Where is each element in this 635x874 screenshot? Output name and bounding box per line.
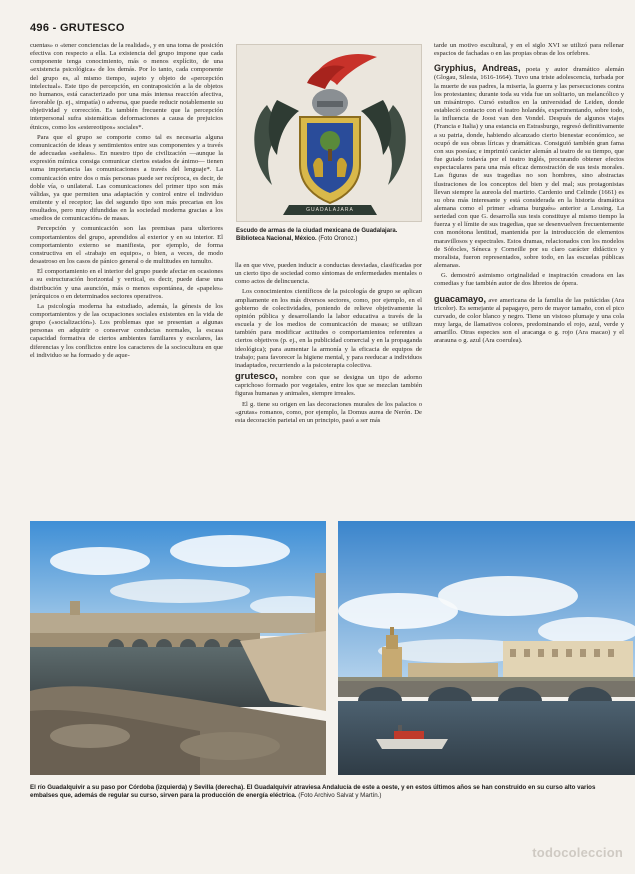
photo-sevilla <box>338 521 635 775</box>
header-separator: - <box>52 22 57 34</box>
page-header <box>30 22 125 34</box>
entry-text: poeta y autor dramático alemán (Glogau, Silesia, 1616-1664). Tuvo una triste adolescencia, turbada por la muerte de sus padres, la miseria, la guerra y las persecuciones contra los protestantes; durante toda su vida fue un solitario, un melancólico y un misántropo. Cursó estudios en la universidad de Leiden, donde estableció contacto con el teatro holandés, experimentando, sobre todo, la influencia de Joost van den Vondel. Después de algunos viajes (Francia e Italia) y una estancia en Estrasburgo, regresó definitivamente a su patria, donde, habiendo alcanzado cierto bienestar económico, se ocupó de sus obras líricas y dramáticas. Consiguió también gran fama con sus poesías; e imprimió carácter alemán al teatro de su tiempo, que fue guiado todavía por el teatro inglés, procurando obtener efectos espectaculares para una más eficaz demostración de sus tesis morales. Las figuras de sus tragedias no son hombres, sino abstractas ilustraciones de los conceptos del bien y del mal; sus protagonistas llevan siempre la aureola del martirio. Cardenio und Celinde (1661) es su obra más interesante y está considerada en la historia dramática alemana como el primer «drama burgués» anterior a Lessing. La seriedad con que G. desarrolla sus tesis constituye al mismo tiempo la fuerza y el límite de sus tragedias, que se desenvuelven frecuentemente con monótona lentitud, mantenida por la introducción de elementos maravillosos y espectrales. Estos dramas, relacionados con los modelos de Sófocles, Séneca y Corneille por su claro carácter didáctico y moralista, fueron representados, sobre todo, en las escuelas públicas alemanas. <box>434 66 624 270</box>
coat-of-arms-image <box>236 44 422 222</box>
column-2 <box>235 262 422 512</box>
paragraph: lla en que vive, pueden inducir a conductas desviadas, clasificadas por un cierto tipo de sociedad como síntomas de enfermedades mentales o como actos de delincuencia. <box>235 262 422 286</box>
paragraph: El comportamiento en el interior del grupo puede afectar en ocasiones a su estructuración horizontal y vertical, es decir, puede darse una distribución y una asunción, más o menos espontánea, de «papeles» jerárquicos o en determinados sectores operativos. <box>30 268 223 300</box>
coat-caption <box>236 228 424 243</box>
paragraph: G. demostró asimismo originalidad e inspiración creadora en las comedias y fue también autor de dos libretos de ópera. <box>434 272 624 288</box>
photos-caption-credit: (Foto Archivo Salvat y Martín.) <box>298 792 382 799</box>
paragraph: La psicología moderna ha estudiado, además, la génesis de los comportamientos y de las ocupaciones sociales existentes en la vida de grupo («socialización»). Los problemas que se presentan a algunas personas en adquirir o conservar conductas normales, la escasa capacidad formativa de ciertos ambientes familiares y escolares, las diferencias y los conflictos entre los caracteres de la sociocultura en que el individuo se ha formado y de aque- <box>30 302 223 359</box>
paragraph: Los conocimientos científicos de la psicología de grupo se aplican ampliamente en los más diversos sectores, como, por ejemplo, en el gobierno de colectividades, poniendo de relieve objetivamente la opinión pública y desarrollando la labor educativa a través de la escuela y de los medios de comunicación de masas; se utilizan también para modificar actitudes o comportamientos referentes a ciertos objetivos (p. ej., en la publicidad comercial y en la propaganda ideológica); para aumentar la armonía y la eficacia de equipos de trabajo; para favorecer la higiene mental, y para reeducar a individuos inadaptados, recurriendo a la psicoterapia colectiva. <box>235 288 422 369</box>
photos-caption-text: El río Guadalquivir a su paso por Córdoba (izquierda) y Sevilla (derecha). El Guadalquivir atraviesa Andalucía de este a oeste, y en estos últimos años se han construido en su curso alto varios embalses que, además de regular su curso, sirven para la producción de energía eléctrica. <box>30 784 596 799</box>
entry-term-gryphius: Gryphius, Andreas, <box>434 63 521 74</box>
photo-cordoba <box>30 521 326 775</box>
sevilla-bridge-illustration <box>338 521 635 775</box>
paragraph: Para que el grupo se comporte como tal es necesaria alguna comunicación de ideas y sentimientos entre sus componentes y a través de adecuadas «señales». En nuestro tipo de civilización —aunque la expresión mímica consiga comunicar ciertos estados de ánimo— tienen suma importancia las comunicaciones a través del lenguaje*. La comunicación entre dos o más personas puede ser recíproca, es decir, de doble vía, o unilateral. Las comunicaciones del primer tipo son más válidas, ya que permiten una adaptación y control entre el individuo emitente y el receptor; las del segundo tipo son más precarias en los resultados, pero muy difundidas en la sociedad moderna gracias a los «medios de comunicación» de masas. <box>30 133 223 223</box>
coat-caption-credit: (Foto Oronoz.) <box>318 235 358 242</box>
entry-term-grutesco: grutesco, <box>235 371 278 383</box>
entry-term-guacamayo: guacamayo, <box>434 293 487 304</box>
running-title: GRUTESCO <box>59 22 125 34</box>
entry-guacamayo <box>434 294 624 346</box>
cordoba-bridge-illustration <box>30 521 326 775</box>
column-1 <box>30 42 223 512</box>
paragraph: cuentas» o «tener conciencias de la realidad», y en una toma de posición efectiva con respecto a ella. La existencia del grupo impone que cada componente tenga conocimiento, más o menos explícito, de una «existencia psicológica» de los demás. Por lo tanto, cada componente del grupo es, al mismo tiempo, sujeto y objeto de «percepción intelectual». Este tipo de percepción, en contraposición a la de objetos no humanos, está caracterizado por una más intensa reacción afectiva, favorable (p. ej., simpatía) o adversa, que puede reducir notablemente su objetividad y corrección. Es también frecuente que la percepción interpersonal sufra sistemáticas deformaciones a causa de prejuicios étnicos, como los «estereotipos» sociales*. <box>30 42 223 131</box>
column-3 <box>434 42 624 512</box>
entry-text: ave americana de la familia de las psitácidas (Ara tricolor). Es semejante al papagayo, pero de mayor tamaño, con el pico curvado, de color blanco y negro. Tiene un vistoso plumaje y una cola muy larga, de llamativos colores, predominando el rojo, azul, verde y amarillo. Otras especies son el aracanga o g. rojo (Ara macao) y el ararauna o g. azul (Ara coerulea). <box>434 296 624 345</box>
page-number: 496 <box>30 22 50 34</box>
entry-gryphius <box>434 63 624 270</box>
photos-caption <box>30 784 625 800</box>
coat-of-arms-illustration <box>237 45 422 222</box>
coat-banner-text: GUADALAJARA <box>306 207 354 213</box>
entry-grutesco <box>235 373 422 398</box>
paragraph: Percepción y comunicación son las premisas para ulteriores comportamientos del grupo, aprendidos al exterior y en su interior. El comportamiento externo se manifiesta, por ejemplo, de forma constructiva en el «trabajo en equipo», o bien, a veces, de modo desastroso en los casos de pánico general o de multitudes en tumulto. <box>30 225 223 266</box>
coat-caption-text: Escudo de armas de la ciudad mexicana de Guadalajara. Biblioteca Nacional, México. <box>236 228 398 242</box>
watermark-logo: todocoleccion <box>532 845 623 860</box>
paragraph: tarde un motivo escultural, y en el siglo XVI se utilizó para rellenar espacios de fachadas o en las propias obras de los orfebres. <box>434 42 624 58</box>
entry-text: nombre con que se designa un tipo de adorno caprichoso formado por vegetales, entre los que se mezclan también figuras humanas y animales, siempre irreales. <box>235 374 422 398</box>
paragraph: El g. tiene su origen en las decoraciones murales de los palacios o «grutas» romanos, como, por ejemplo, la Domus aurea de Nerón. De esta decoración parietal en un principio, pasó a ser más <box>235 400 422 424</box>
